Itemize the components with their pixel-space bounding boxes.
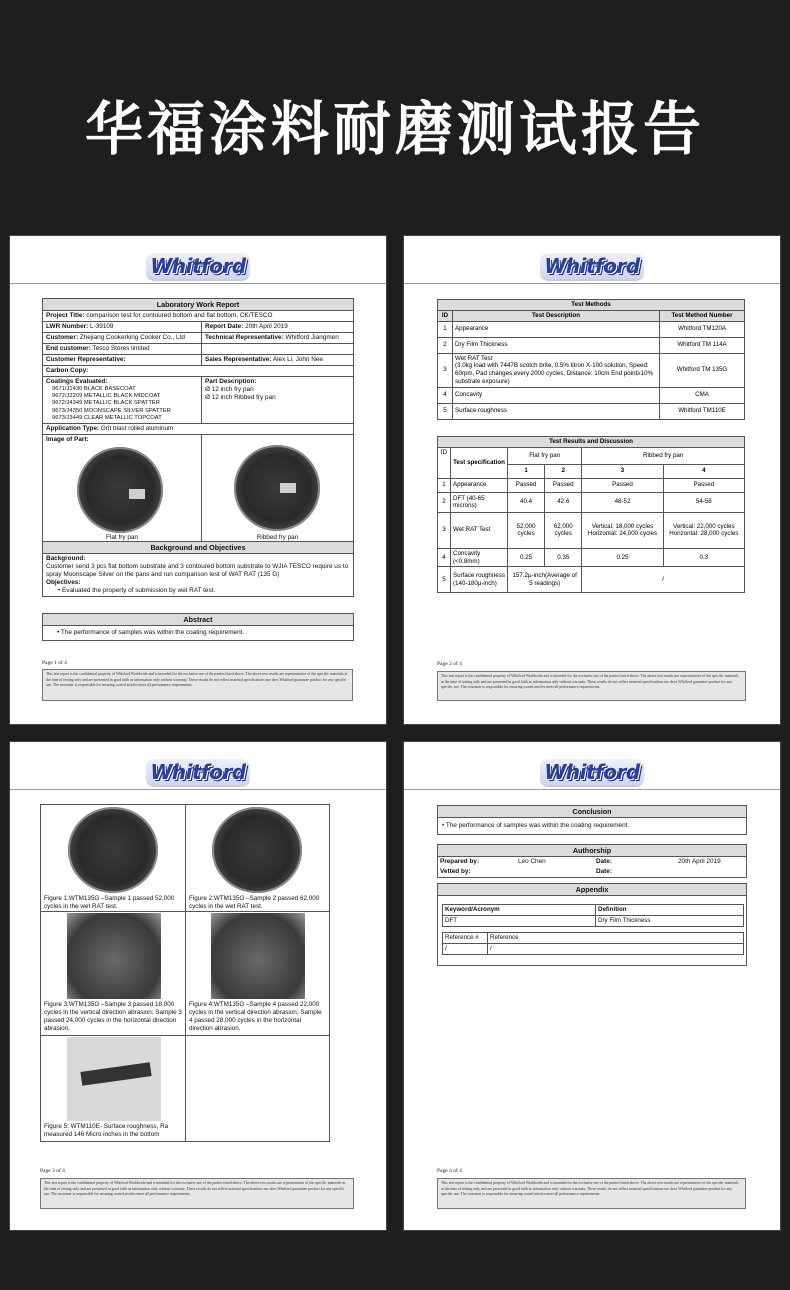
- objectives-text: Evaluated the property of submission by wet RAT test.: [62, 587, 216, 594]
- app-type-label: Application Type:: [46, 425, 100, 433]
- group-ribbed: Ribbed fry pan: [582, 447, 745, 464]
- project-title: comparison test for contoured bottom and flat bottom, CK/TESCO: [86, 312, 273, 319]
- report-date-label: Report Date:: [205, 323, 244, 330]
- prepared-by: Leo Chen: [518, 858, 546, 865]
- pan-label-sticker: [280, 483, 296, 493]
- appendix-header: Appendix: [438, 884, 746, 896]
- methods-col-num: Test Method Number: [660, 310, 745, 321]
- results-col-spec: Test specification: [451, 447, 508, 478]
- part-desc-item: Ø 12 inch fry pan: [205, 386, 254, 393]
- hero-title: 华福涂料耐磨测试报告: [84, 95, 705, 163]
- result-spec: Appearance: [451, 478, 508, 492]
- abstract-text: The performance of samples was within the coating requirement.: [60, 629, 245, 636]
- tech-rep-label: Technical Representative:: [205, 334, 284, 341]
- test-results-table: [437, 436, 745, 593]
- header-rule: [404, 789, 780, 790]
- group-flat: Flat fry pan: [508, 447, 582, 464]
- ribbed-pan-photo: [234, 445, 320, 531]
- result-value: 0.25: [582, 548, 663, 567]
- result-value: Vertical: 22,000 cycles Horizontal: 28,000 cycles: [663, 512, 744, 548]
- grid-divider: [41, 1035, 329, 1036]
- customer-label: Customer:: [46, 334, 78, 341]
- keyword-col: Keyword/Acronym: [443, 905, 596, 916]
- result-value: 0.25: [508, 548, 545, 567]
- method-detail: (3.0kg load with 7447B scotch brite, 0.5% titron X-100 solution, Speed: 60rpm, Pad changes every 2000 cycles, Distance: 10cm End point≥10% substrate exposure): [455, 362, 654, 385]
- method-desc: Surface roughness: [453, 403, 660, 419]
- background-label: Background:: [46, 555, 86, 562]
- method-id: 4: [438, 387, 453, 403]
- result-value: 157.2μ-inch(Average of 5 readings): [508, 567, 582, 593]
- method-desc: Concavity: [453, 387, 660, 403]
- method-id: 2: [438, 337, 453, 353]
- app-type: Grit blast rolled aluminum: [100, 425, 174, 433]
- disclaimer: This test report is the confidential property of Whitford Worldwide and is intended for the exclusive use of the parties listed above. The above test results are representative of the specific materials at the time of testing only and are presented in good faith as information only without warranty. These results do not reflect material specifications nor does Whitford guarantee product for any specific use. The customer is responsible for ensuring coated articles meet all performance requirements.: [437, 1178, 746, 1209]
- result-value: Passed: [508, 478, 545, 492]
- result-value: Passed: [582, 478, 663, 492]
- result-id: 3: [438, 512, 451, 548]
- method-id: 1: [438, 321, 453, 337]
- report-page-3: [10, 742, 386, 1230]
- result-value: Vertical: 18,000 cycles Horizontal: 24,000 cycles: [582, 512, 663, 548]
- figure-2-caption: Figure 2:WTM135G –Sample 2 passed 62,000 cycles in the wet RAT test.: [189, 895, 320, 910]
- whitford-logo: Whitford: [404, 253, 780, 281]
- result-value: 0.3: [663, 548, 744, 567]
- result-value: 42.6: [545, 492, 582, 512]
- lab-work-report-box: [42, 298, 354, 544]
- reference-table: [442, 932, 744, 955]
- sample-2-photo: [212, 807, 302, 893]
- report-date: 20th April 2019: [245, 323, 288, 330]
- whitford-logo: Whitford: [404, 759, 780, 787]
- disclaimer: This test report is the confidential property of Whitford Worldwide and is intended for the exclusive use of the parties listed above. The above test results are representative of the specific materials at the time of testing only and are presented in good faith as information only without warranty. These results do not reflect material specifications nor does Whitford guarantee product for any specific use. The customer is responsible for ensuring coated articles meet all performance requirements.: [40, 1178, 354, 1209]
- result-spec: Surface roughness (140-180μ-inch): [451, 567, 508, 593]
- prepared-label: Prepared by:: [440, 858, 480, 865]
- figure-1-caption: Figure 1:WTM135G –Sample 1 passed 52,000 cycles in the wet RAT test.: [44, 895, 175, 910]
- sample-5-photo: [67, 1037, 161, 1121]
- method-desc: Dry Film Thickness: [453, 337, 660, 353]
- result-value: 62,000 cycles: [545, 512, 582, 548]
- sales-rep-label: Sales Representative:: [205, 356, 272, 363]
- lwr-number: L-39109: [90, 323, 114, 330]
- header-rule: [10, 283, 386, 284]
- date-label: Date:: [596, 858, 612, 865]
- date-label-2: Date:: [596, 868, 612, 875]
- header-rule: [404, 283, 780, 284]
- authorship-date: 20th April 2019: [678, 858, 721, 865]
- methods-header: Test Methods: [438, 300, 745, 311]
- sample-4-photo: [211, 913, 305, 999]
- disclaimer: This test report is the confidential property of Whitford Worldwide and is intended for the exclusive use of the parties listed above. The above test results are representative of the specific materials at the time of testing only and are presented in good faith as information only without warranty. These results do not reflect material specifications nor does Whitford guarantee product for any specific use. The customer is responsible for ensuring coated articles meet all performance requirements.: [437, 671, 746, 701]
- sample-num: 1: [508, 464, 545, 478]
- methods-col-desc: Test Description: [453, 310, 660, 321]
- sample-num: 3: [582, 464, 663, 478]
- project-title-label: Project Title:: [46, 312, 85, 319]
- method-num: Whitford TM 114A: [660, 337, 745, 353]
- reference-num-value: /: [443, 943, 488, 954]
- reference-num-col: Reference #: [443, 933, 488, 944]
- keyword-table: [442, 904, 744, 927]
- method-num: Whitford TM 135G: [660, 353, 745, 387]
- end-customer: Tesco Stores limited: [92, 345, 150, 352]
- carbon-copy-label: Carbon Copy:: [46, 367, 89, 374]
- page-number: Page 4 of 4: [437, 1168, 462, 1174]
- coating-item: 9672/J4349 METALLIC BLACK SPATTER: [52, 400, 160, 407]
- flat-pan-photo: [77, 447, 163, 533]
- method-num: Whitford TM110E: [660, 403, 745, 419]
- method-id: 3: [438, 353, 453, 387]
- method-id: 5: [438, 403, 453, 419]
- sample-num: 2: [545, 464, 582, 478]
- sample-1-photo: [68, 807, 158, 893]
- coating-item: 9673/J3449 CLEAR METALLIC TOPCOAT: [52, 414, 162, 421]
- result-value: 48-52: [582, 492, 663, 512]
- part-desc-item: Ø 12 inch Ribbed fry pan: [205, 394, 276, 401]
- report-page-1: [10, 236, 386, 724]
- result-spec: Concavity (<0.8mm): [451, 548, 508, 567]
- authorship-header: Authorship: [438, 845, 746, 857]
- sample-num: 4: [663, 464, 744, 478]
- page-number: Page 1 of 4: [42, 660, 67, 666]
- tech-rep: Whitford Jiangmen: [285, 334, 339, 341]
- result-id: 1: [438, 478, 451, 492]
- header-rule: [10, 789, 386, 790]
- abstract-header: Abstract: [43, 614, 353, 626]
- sales-rep: Alex Li, John Nee: [272, 356, 323, 363]
- flat-pan-caption: Flat fry pan: [106, 534, 138, 542]
- coatings-label: Coatings Evaluated:: [46, 378, 108, 385]
- figure-5-caption: Figure 5: WTM110E- Surface roughness, Ra measured 146 Micro inches in the bottom: [44, 1123, 169, 1138]
- method-num: Whitford TM120A: [660, 321, 745, 337]
- reference-value: /: [488, 943, 744, 954]
- page-number: Page 3 of 4: [40, 1168, 65, 1174]
- customer-rep-label: Customer Representative:: [46, 356, 126, 363]
- result-id: 5: [438, 567, 451, 593]
- result-value: 0.35: [545, 548, 582, 567]
- abstract-box: Abstract • The performance of samples was within the coating requirement.: [42, 613, 354, 641]
- results-header: Test Results and Discussion: [438, 437, 745, 448]
- roughness-tester: [80, 1062, 151, 1086]
- lwr-label: LWR Number:: [46, 323, 89, 330]
- whitford-logo: Whitford: [10, 759, 386, 787]
- methods-col-id: ID: [438, 310, 453, 321]
- grid-divider: [185, 805, 186, 1141]
- figure-3-caption: Figure 3:WTM135G –Sample 3 passed 18,000 cycles in the vertical direction abrasion; Sample 3 passed 24,000 cycles in the horizontal direction abrasion.: [44, 1001, 182, 1032]
- conclusion-text: The performance of samples was within the coating requirement.: [445, 822, 630, 829]
- conclusion-box: Conclusion • The performance of samples was within the coating requirement.: [437, 805, 747, 835]
- background-text: Customer send 3 pcs flat bottom substrate and 3 contoured bottom substrate to WJIA TESCO require us to spray Moonscape Silver on the pans and run comparison test of WAT RAT (135 G): [46, 563, 349, 578]
- result-value: /: [582, 567, 745, 593]
- definition-value: Dry Film Thickness: [596, 915, 744, 926]
- sample-3-photo: [67, 913, 161, 999]
- objectives-label: Objectives:: [46, 579, 81, 586]
- coating-item: 9673/J4350 MOONSCAPE SILVER SPATTER: [52, 407, 171, 414]
- disclaimer: This test report is the confidential property of Whitford Worldwide and is intended for the exclusive use of the parties listed above. The above test results are representative of the specific materials at the time of testing only and are presented in good faith as information only without warranty. These results do not reflect material specifications nor does Whitford guarantee product for any specific use. The customer is responsible for ensuring coated articles meet all performance requirements.: [42, 669, 353, 701]
- reference-col: Reference: [488, 933, 744, 944]
- background-box: Background and Objectives Background: Customer send 3 pcs flat bottom substrate and 3 contoured bottom substrate to WJIA TESCO require us to spray Moonscape Silver on the pans and run comparison test of WAT RAT (135 G) Objectives: • Evaluated the property of submission by wet RAT test.: [42, 541, 354, 597]
- end-customer-label: End customer:: [46, 345, 91, 352]
- method-desc: Appearance: [453, 321, 660, 337]
- whitford-logo: Whitford: [10, 253, 386, 281]
- result-spec: Wet RAT Test: [451, 512, 508, 548]
- lab-report-header: Laboratory Work Report: [43, 299, 353, 311]
- result-value: 40.4: [508, 492, 545, 512]
- definition-col: Definition: [596, 905, 744, 916]
- image-label: Image of Part:: [46, 436, 89, 444]
- method-desc: Wet RAT Test: [455, 354, 493, 362]
- figures-grid: [40, 804, 330, 1142]
- appendix-box: [437, 883, 747, 966]
- page-number: Page 2 of 4: [437, 661, 462, 667]
- pan-label-sticker: [129, 489, 145, 499]
- result-id: 2: [438, 492, 451, 512]
- coating-item: 9672/J2209 METALLIC BLACK MIDCOAT: [52, 393, 161, 400]
- report-page-2: [404, 236, 780, 724]
- result-value: 52,000 cycles: [508, 512, 545, 548]
- result-id: 4: [438, 548, 451, 567]
- ribbed-pan-caption: Ribbed fry pan: [256, 534, 299, 542]
- result-value: Passed: [545, 478, 582, 492]
- result-value: Passed: [663, 478, 744, 492]
- vetted-label: Vetted by:: [440, 868, 471, 875]
- part-desc-label: Part Description:: [205, 378, 257, 385]
- test-methods-table: [437, 299, 745, 420]
- conclusion-header: Conclusion: [438, 806, 746, 818]
- figure-4-caption: Figure 4:WTM135G –Sample 4 passed 22,000 cycles in the vertical direction abrasion; Sample 4 passed 28,000 cycles in the horizontal direction abrasion.: [189, 1001, 322, 1032]
- results-col-id: ID: [438, 447, 451, 478]
- keyword-value: DFT: [443, 915, 596, 926]
- report-page-4: [404, 742, 780, 1230]
- customer: Zhejiang Cookerking Cooker Co., Ltd: [79, 334, 185, 341]
- authorship-box: [437, 844, 747, 878]
- result-spec: DFT (40-65 microns): [451, 492, 508, 512]
- coating-item: 9671/J1430 BLACK BASECOAT: [52, 386, 136, 392]
- background-header: Background and Objectives: [43, 542, 353, 554]
- method-num: CMA: [660, 387, 745, 403]
- result-value: 54-58: [663, 492, 744, 512]
